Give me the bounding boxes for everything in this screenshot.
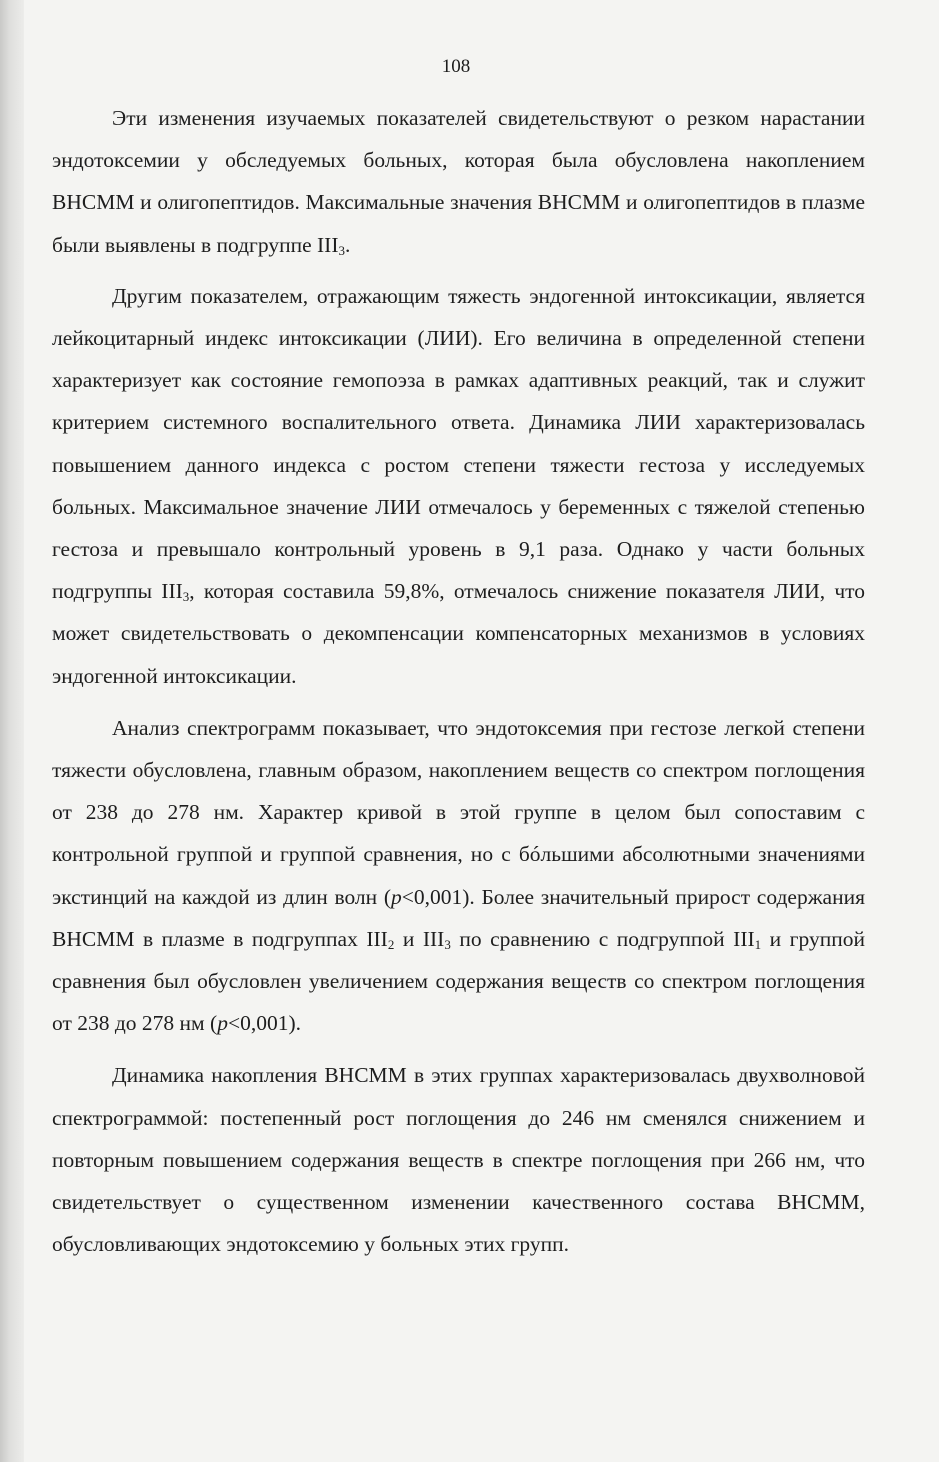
body-text: [52, 97, 865, 1265]
subscript-index: 3: [182, 589, 190, 605]
text-run: Динамика накопления ВНСММ в этих группах характеризовалась двухволновой спектрограммой: постепенный рост поглощения до 246 нм сменялся снижением и повторным повышением содержания веществ в спектре поглощения при 266 нм, что свидетельствует о существенном изменении качественного состава ВНСММ, обусловливающих эндотоксемию у больных этих групп.: [52, 1063, 865, 1257]
subscript-index: 2: [387, 936, 395, 952]
page-number: 108: [441, 56, 471, 77]
text-run: <0,001).: [227, 1011, 301, 1036]
subscript-index: 1: [754, 936, 762, 952]
paragraph-endotoxemia-increase: [52, 97, 865, 266]
text-run: .: [345, 232, 351, 257]
paragraph-spectrogram-analysis: [52, 707, 865, 1045]
text-run: Другим показателем, отражающим тяжесть эндогенной интоксикации, является лейкоцитарный индекс интоксикации (ЛИИ). Его величина в определенной степени характеризует как состояние гемопоэза в рамках адаптивных реакций, так и служит критерием системного воспалительного ответа. Динамика ЛИИ характеризовалась повышением данного индекса с ростом степени тяжести гестоза у исследуемых больных. Максимальное значение ЛИИ отмечалось у беременных с тяжелой степенью гестоза и превышало контрольный уровень в 9,1 раза. Однако у части больных подгруппы III: [52, 283, 865, 604]
text-run: , которая составила 59,8%, отмечалось снижение показателя ЛИИ, что может свидетельствовать о декомпенсации компенсаторных механизмов в условиях эндогенной интоксикации.: [52, 579, 865, 688]
text-run: <0,001). Более значительный прирост содержания ВНСММ в плазме в подгруппах III: [52, 884, 865, 951]
text-run: Анализ спектрограмм показывает, что эндотоксемия при гестозе легкой степени тяжести обусловлена, главным образом, накоплением веществ со спектром поглощения от 238 до 278 нм. Характер кривой в этой группе в целом был сопоставим с контрольной группой и группой сравнения, но с бóльшими абсолютными значениями экстинций на каждой из длин волн (: [52, 715, 865, 909]
italic-variable: p: [391, 884, 402, 909]
paragraph-lii-index: [52, 275, 865, 697]
subscript-index: 3: [338, 242, 345, 258]
text-run: по сравнению с подгруппой III: [450, 926, 755, 951]
italic-variable: p: [217, 1011, 228, 1036]
text-run: и группой сравнения был обусловлен увеличением содержания веществ со спектром поглощения от 238 до 278 нм (: [52, 926, 865, 1036]
paragraph-vnsmm-dynamics: [52, 1054, 865, 1265]
text-run: и III: [394, 926, 445, 951]
text-run: Эти изменения изучаемых показателей свидетельствуют о резком нарастании эндотоксемии у обследуемых больных, которая была обусловлена накоплением ВНСММ и олигопептидов. Максимальные значения ВНСММ и олигопептидов в плазме были выявлены в подгруппе III: [52, 106, 865, 257]
subscript-index: 3: [444, 936, 451, 952]
